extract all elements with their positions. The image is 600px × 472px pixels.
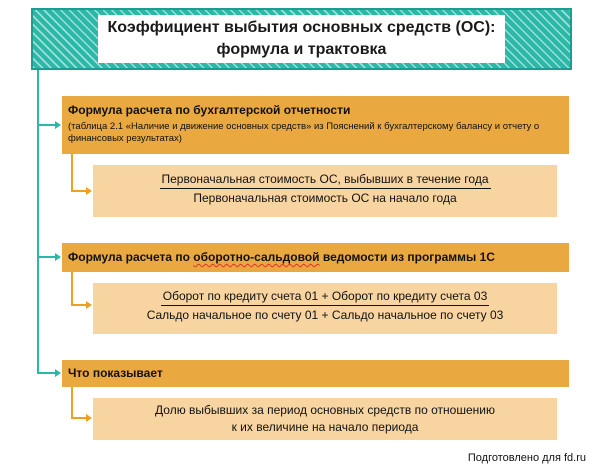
formula-2-numerator: Оборот по кредиту счета 01 + Оборот по кредиту счета 03 — [161, 289, 490, 306]
section-1c-formula — [62, 243, 569, 272]
orange-connector-2 — [71, 272, 87, 306]
page-title — [98, 15, 506, 63]
section-1-title: Формула расчета по бухгалтерской отчетности — [68, 103, 351, 117]
teal-arrow-3 — [55, 369, 61, 377]
teal-connector-3 — [37, 258, 56, 374]
section-3-title: Что показывает — [68, 366, 163, 380]
section-2-title-part-2: оборотно-сальдовой — [193, 250, 320, 264]
formula-box-1 — [93, 165, 557, 217]
section-accounting-formula — [62, 96, 569, 154]
formula-1-denominator: Первоначальная стоимость ОС на начало года — [193, 191, 457, 205]
explanation-box — [93, 398, 557, 440]
orange-connector-1 — [71, 154, 87, 192]
orange-arrow-3 — [86, 414, 92, 422]
formula-1-numerator: Первоначальная стоимость ОС, выбывших в течение года — [160, 172, 491, 189]
title-banner — [31, 8, 572, 70]
section-2-title-part-3: ведомости из программы 1С — [319, 250, 495, 264]
title-line-2: формула и трактовка — [216, 41, 387, 58]
orange-connector-3 — [71, 387, 87, 419]
section-2-title-part-1: Формула расчета по — [68, 250, 194, 264]
formula-2-denominator: Сальдо начальное по счету 01 + Сальдо начальное по счету 03 — [146, 308, 504, 322]
orange-arrow-1 — [86, 187, 92, 195]
footer-credit: Подготовлено для fd.ru — [467, 452, 586, 464]
section-what-it-shows — [62, 360, 569, 387]
section-1-subtitle: (таблица 2.1 «Наличие и движение основных средств» из Пояснений к бухгалтерскому балансу и отчету о финансовых результатах) — [68, 121, 540, 144]
formula-box-2 — [93, 283, 557, 334]
teal-connector-1 — [37, 70, 56, 126]
teal-connector-2 — [37, 126, 56, 258]
section-2-title — [68, 249, 563, 266]
explanation-line-2: к их величине на начало периода — [231, 420, 419, 434]
title-line-1: Коэффициент выбытия основных средств (ОС): — [107, 19, 496, 36]
orange-arrow-2 — [86, 301, 92, 309]
explanation-line-1: Долю выбывших за период основных средств по отношению — [155, 403, 495, 417]
